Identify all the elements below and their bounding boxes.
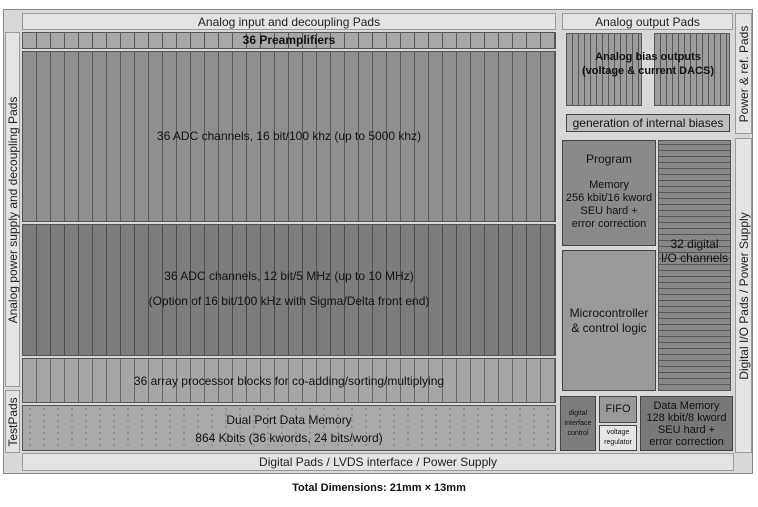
analog-power-pads-label: Analog power supply and decoupling Pads <box>5 96 20 323</box>
fifo-block <box>599 396 637 423</box>
program-memory-line: Memory <box>589 179 629 191</box>
program-memory-line: error correction <box>571 218 647 230</box>
fifo-label: FIFO <box>605 403 631 415</box>
analog-input-pads <box>22 13 556 30</box>
program-memory-block <box>562 140 656 246</box>
bias-outputs-subtitle: (voltage & current DACS) <box>581 65 715 77</box>
bias-outputs-label <box>566 50 730 78</box>
microcontroller-line: & control logic <box>571 320 647 335</box>
preamplifiers-label: 36 Preamplifiers <box>242 33 336 47</box>
data-memory-line: SEU hard + <box>657 423 716 436</box>
bias-outputs-title: Analog bias outputs <box>595 51 701 63</box>
preamplifiers-block <box>22 32 556 49</box>
program-title: Program <box>585 152 632 166</box>
digital-interface-line: interface <box>564 419 592 427</box>
digital-lvds-pads <box>22 453 734 471</box>
voltage-regulator-block <box>599 425 637 451</box>
microcontroller-block <box>562 250 656 391</box>
test-pads-label: TestPads <box>5 396 20 447</box>
data-memory-line: error correction <box>649 435 724 448</box>
adc-12bit-label: 36 ADC channels, 12 bit/5 MHz (up to 10 MHz) <box>164 269 414 283</box>
internal-biases-block <box>566 114 730 132</box>
voltage-regulator-line: regulator <box>604 439 632 446</box>
program-memory-line: SEU hard + <box>580 205 638 217</box>
dual-port-memory-block <box>22 405 556 451</box>
digital-io-channels-line: I/O channels <box>660 251 729 265</box>
digital-lvds-pads-label: Digital Pads / LVDS interface / Power Supply <box>259 455 497 469</box>
analog-output-pads-label: Analog output Pads <box>595 14 700 29</box>
array-processor-label: 36 array processor blocks for co-adding/sorting/multiplying <box>133 374 445 388</box>
dual-port-memory-title: Dual Port Data Memory <box>226 413 352 427</box>
analog-input-pads-label: Analog input and decoupling Pads <box>197 14 381 29</box>
array-processor-block <box>22 358 556 403</box>
digital-interface-control-block <box>560 396 596 451</box>
adc-16bit-label: 36 ADC channels, 16 bit/100 khz (up to 5000 khz) <box>156 129 422 143</box>
digital-io-channels-label <box>659 237 730 265</box>
digital-io-pads <box>735 138 752 453</box>
power-ref-pads <box>735 13 752 134</box>
digital-io-channels-line: 32 digital <box>670 237 719 251</box>
dimensions-caption: Total Dimensions: 21mm × 13mm <box>292 482 466 494</box>
digital-interface-line: digital <box>568 409 588 417</box>
test-pads <box>5 390 20 453</box>
voltage-regulator-line: voltage <box>606 429 630 436</box>
data-memory-block <box>640 396 733 451</box>
microcontroller-line: Microcontroller <box>569 305 649 320</box>
analog-output-pads <box>562 13 733 30</box>
digital-interface-line: control <box>567 429 589 437</box>
dual-port-memory-size: 864 Kbits (36 kwords, 24 bits/word) <box>195 431 383 445</box>
adc-sigma-delta-option: (Option of 16 bit/100 kHz with Sigma/Delta front end) <box>148 294 430 308</box>
analog-power-pads <box>5 32 20 387</box>
adc-16bit-block <box>22 51 556 222</box>
program-memory-line: 256 kbit/16 kword <box>565 192 653 204</box>
digital-io-channels-block <box>658 140 731 391</box>
power-ref-pads-label: Power & ref. Pads <box>736 25 751 122</box>
digital-io-pads-label: Digital I/O Pads / Power Supply <box>736 211 751 380</box>
internal-biases-label: generation of internal biases <box>572 115 724 130</box>
adc-12bit-block <box>22 224 556 356</box>
data-memory-line: 128 kbit/8 kword <box>646 411 727 424</box>
data-memory-line: Data Memory <box>653 399 720 412</box>
